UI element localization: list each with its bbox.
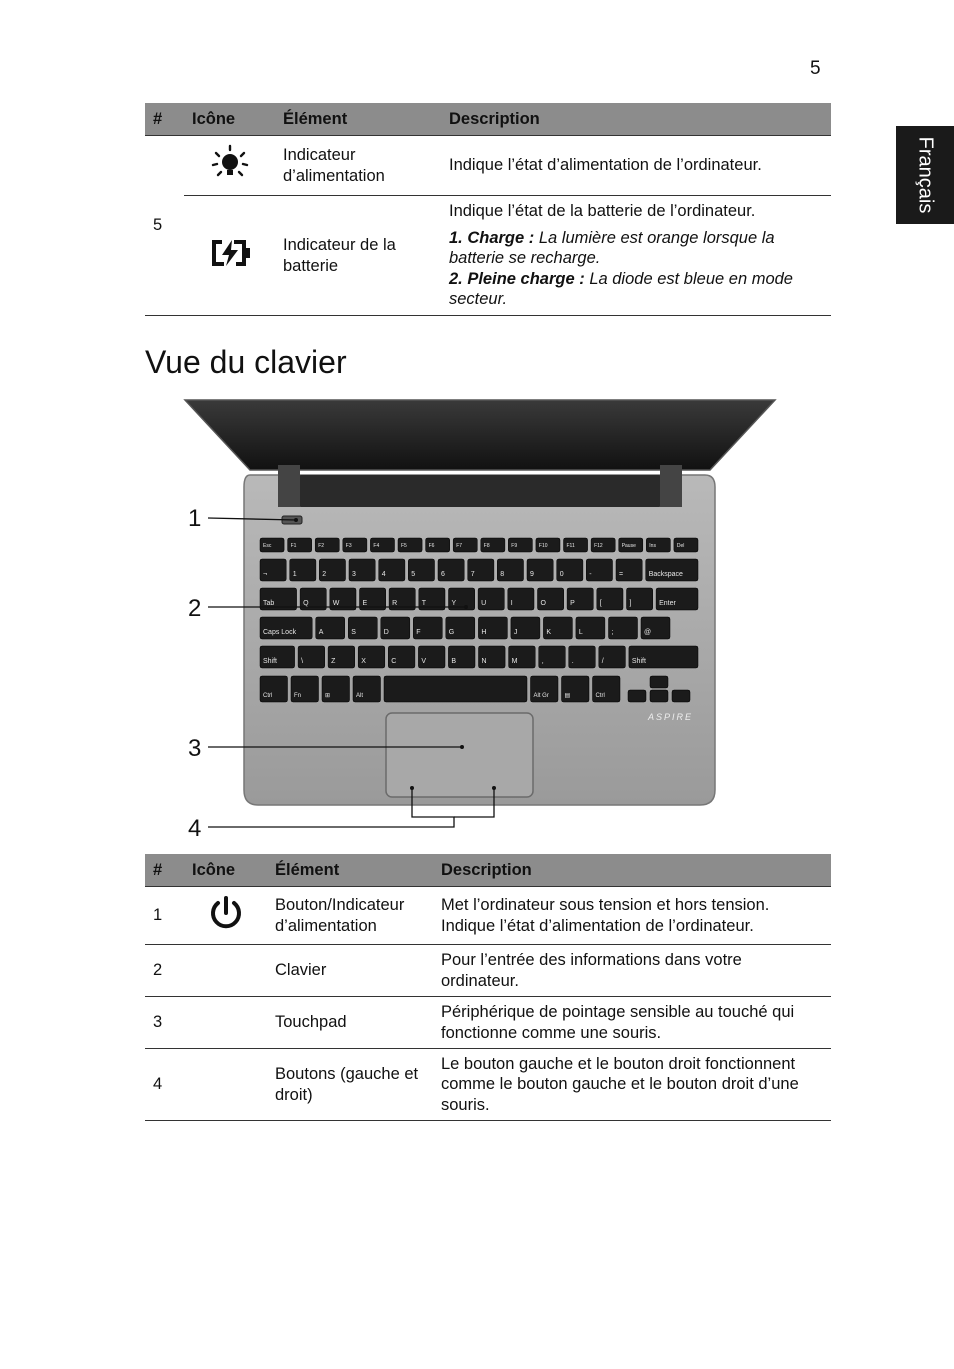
key-label: Pause	[621, 543, 636, 549]
key-label: K	[546, 629, 552, 636]
key-label: T	[421, 600, 427, 607]
brand-label: ASPIRE	[648, 712, 694, 722]
description-cell: Met l’ordinateur sous tension et hors tension. Indique l’état d’alimentation de l’ordinateur.	[433, 887, 831, 945]
key-label: F1	[290, 543, 297, 549]
table-header-row	[145, 854, 831, 887]
key-label: Ins	[649, 543, 656, 549]
key-label: F12	[594, 543, 603, 549]
table-row	[145, 1049, 831, 1121]
key-label: =	[619, 571, 624, 578]
touchpad	[386, 713, 533, 797]
table-row	[145, 887, 831, 945]
key-label: ¬	[263, 571, 268, 578]
key-label: W	[332, 600, 340, 607]
key-label: -	[589, 571, 592, 578]
key-label: F8	[483, 543, 490, 549]
table-row	[145, 945, 831, 997]
header-description: Description	[441, 103, 831, 136]
laptop-keyboard-illustration	[180, 395, 780, 845]
key-label: H	[481, 629, 487, 636]
description-cell: Périphérique de pointage sensible au touché qui fonctionne comme une souris.	[433, 997, 831, 1049]
key-label: Alt	[356, 693, 364, 699]
key-label: 0	[559, 571, 564, 578]
key-label: 9	[530, 571, 534, 578]
power-light-icon	[210, 143, 250, 183]
key-label: Ctrl	[263, 693, 273, 699]
key-label: S	[351, 629, 356, 636]
key-label: D	[383, 629, 389, 636]
key-label: O	[540, 600, 546, 607]
description-cell	[441, 196, 831, 316]
arrow-key	[628, 690, 646, 702]
key-label: \	[301, 658, 304, 665]
element-cell: Touchpad	[267, 997, 433, 1049]
charge-item: 1. Charge : La lumière est orange lorsque la batterie se recharge.	[449, 228, 775, 268]
description-cell: Indique l’état d’alimentation de l’ordinateur.	[441, 136, 831, 196]
key-label: V	[421, 658, 427, 665]
header-num: #	[145, 854, 184, 887]
key-label: @	[644, 629, 652, 636]
key-label: J	[513, 629, 518, 636]
laptop-lid	[185, 400, 775, 470]
header-element: Élément	[275, 103, 441, 136]
key-label: Del	[676, 543, 685, 549]
key-label: B	[451, 658, 457, 665]
key-label: 8	[500, 571, 505, 578]
callout-2: 2	[188, 595, 202, 622]
table-row	[145, 136, 831, 196]
key-label: F2	[318, 543, 325, 549]
header-element: Élément	[267, 854, 433, 887]
callout-3: 3	[188, 735, 202, 762]
key-label: Z	[331, 658, 336, 665]
keyboard-view-table	[145, 854, 831, 1121]
key-label: ;	[611, 629, 614, 636]
element-cell: Bouton/Indicateur d’alimentation	[267, 887, 433, 945]
key-label: Enter	[659, 600, 676, 607]
key-label: Shift	[263, 658, 278, 665]
arrow-key	[650, 676, 668, 688]
key-label: A	[318, 629, 324, 636]
key-label: U	[481, 600, 487, 607]
key-label: Backspace	[648, 571, 683, 578]
key-label: ⊞	[325, 693, 331, 699]
key-label: ,	[541, 658, 544, 665]
key-label: C	[391, 658, 397, 665]
key-label: 3	[352, 571, 356, 578]
key-label: I	[510, 600, 513, 607]
callout-1: 1	[188, 505, 202, 532]
key-label: F4	[373, 543, 380, 549]
key-label: Esc	[263, 543, 272, 549]
table-row	[145, 196, 831, 316]
section-title: Vue du clavier	[145, 344, 347, 380]
battery-description: Indique l’état de la batterie de l’ordinateur.	[449, 201, 756, 220]
key-label: F9	[511, 543, 518, 549]
key-label: R	[392, 600, 398, 607]
key-label: 1	[292, 571, 297, 578]
key-label: 6	[441, 571, 445, 578]
element-cell: Indicateur de la batterie	[275, 196, 441, 316]
power-button-icon	[207, 894, 245, 932]
element-cell: Indicateur d’alimentation	[275, 136, 441, 196]
key-label: Fn	[294, 693, 302, 699]
key-label: Caps Lock	[263, 629, 297, 636]
description-cell: Le bouton gauche et le bouton droit fonctionnent comme le bouton gauche et le bouton droit d’une souris.	[433, 1049, 831, 1121]
battery-charge-icon	[208, 238, 252, 268]
page-number: 5	[810, 58, 821, 79]
row-number: 2	[145, 945, 184, 997]
key-label: 4	[381, 571, 386, 578]
key-label: 2	[322, 571, 327, 578]
key-label: Ctrl	[595, 693, 605, 699]
header-description: Description	[433, 854, 831, 887]
key-label: Shift	[631, 658, 646, 665]
row-number: 3	[145, 997, 184, 1049]
header-icon: Icône	[184, 854, 267, 887]
key-label: P	[570, 600, 575, 607]
key-label: F3	[345, 543, 352, 549]
key-label: L	[578, 629, 583, 636]
key-label: ▤	[564, 693, 571, 699]
key-label: [	[599, 600, 602, 607]
element-cell: Boutons (gauche et droit)	[267, 1049, 433, 1121]
row-number: 4	[145, 1049, 184, 1121]
row-number: 5	[145, 136, 184, 316]
indicator-table	[145, 103, 831, 316]
header-num: #	[145, 103, 184, 136]
key-label: Q	[303, 600, 309, 607]
key-label: F10	[538, 543, 548, 549]
description-cell: Pour l’entrée des informations dans votre ordinateur.	[433, 945, 831, 997]
key-label: G	[448, 629, 455, 636]
key-label: N	[481, 658, 487, 665]
key-label: M	[511, 658, 518, 665]
key-label: F6	[428, 543, 435, 549]
key-label: .	[571, 658, 574, 665]
key-label: Y	[451, 600, 457, 607]
header-icon: Icône	[184, 103, 275, 136]
key-label: ]	[629, 600, 632, 607]
hinge	[298, 475, 662, 507]
key-label: F5	[401, 543, 407, 549]
key-label: X	[361, 658, 366, 665]
keyboard-key	[384, 676, 527, 702]
table-row	[145, 997, 831, 1049]
key-label: /	[601, 658, 604, 665]
language-tab	[896, 126, 954, 224]
callout-4: 4	[188, 815, 202, 842]
row-number: 1	[145, 887, 184, 945]
arrow-key	[672, 690, 690, 702]
full-charge-item: 2. Pleine charge : La diode est bleue en mode secteur.	[449, 269, 793, 309]
language-tab-label: Français	[914, 136, 937, 214]
key-label: 7	[470, 571, 475, 578]
arrow-key	[650, 690, 668, 702]
key-label: Alt Gr	[533, 693, 549, 699]
key-label: F	[416, 629, 421, 636]
key-label: F7	[456, 543, 463, 549]
key-label: F11	[566, 543, 575, 549]
table-header-row	[145, 103, 831, 136]
key-label: E	[362, 600, 368, 607]
element-cell: Clavier	[267, 945, 433, 997]
key-label: 5	[411, 571, 416, 578]
key-label: Tab	[263, 600, 275, 607]
